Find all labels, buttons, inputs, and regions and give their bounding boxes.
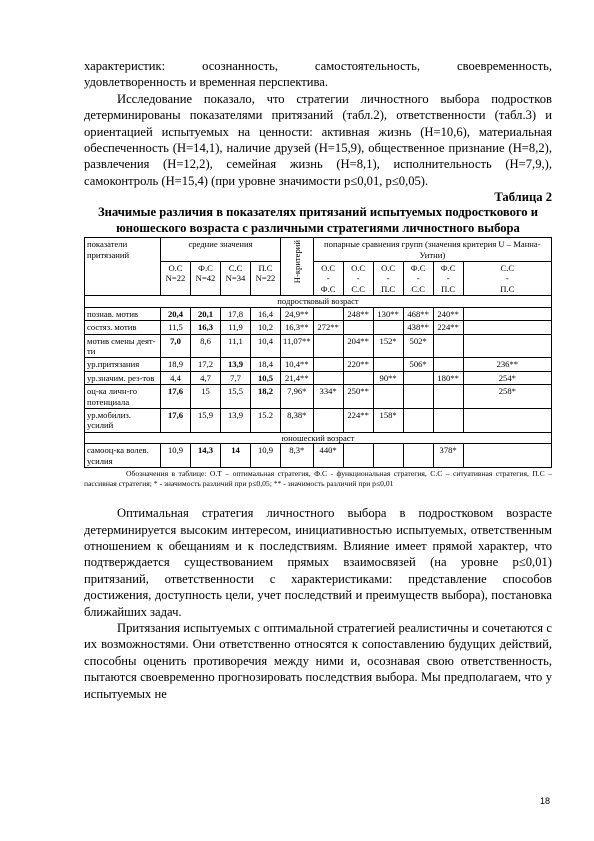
row-label: ур.мобилиз. усилий [85, 408, 161, 432]
u-value [313, 408, 343, 432]
pair-dash: - [386, 273, 390, 284]
header-means: средние значения [161, 238, 281, 262]
header-indicators: показатели притязаний [85, 238, 161, 296]
u-value: 272** [313, 321, 343, 334]
mean-value: 15,5 [221, 385, 251, 409]
mean-value: 20,1 [191, 307, 221, 320]
mean-value: 16,4 [251, 307, 281, 320]
mean-value: 17,2 [191, 358, 221, 371]
mean-value: 17,6 [161, 408, 191, 432]
u-value: 250** [343, 385, 373, 409]
table-row [85, 444, 552, 468]
header-pairwise: попарные сравнения групп (значения критерия U – Манна-Уитни) [313, 238, 551, 262]
pair-b: П.С [500, 283, 515, 294]
row-label: оц-ка личн-го потенциала [85, 385, 161, 409]
pair-b: П.С [381, 283, 396, 294]
h-value: 7,96* [281, 385, 314, 409]
row-label: мотив смены деят-ти [85, 334, 161, 358]
u-value: 378* [433, 444, 463, 468]
group-name: П.С [258, 263, 273, 274]
table-body [85, 296, 552, 468]
pair-header [463, 262, 551, 296]
mean-value: 11,9 [221, 321, 251, 334]
group-n: N=22 [165, 273, 186, 284]
page-number: 18 [540, 796, 551, 806]
table-row [85, 358, 552, 371]
results-table [84, 237, 552, 468]
group-name: Ф.С [198, 263, 213, 274]
u-value: 240** [433, 307, 463, 320]
u-value: 506* [403, 358, 433, 371]
row-label: ур.притязания [85, 358, 161, 371]
mean-value: 15 [191, 385, 221, 409]
h-value: 8,38* [281, 408, 314, 432]
u-value: 224** [343, 408, 373, 432]
u-value [343, 371, 373, 384]
group-header [191, 262, 221, 296]
mean-value: 18,4 [251, 358, 281, 371]
mean-value: 10,4 [251, 334, 281, 358]
u-value [403, 408, 433, 432]
pair-header [373, 262, 403, 296]
u-value: 180** [433, 371, 463, 384]
mean-value: 16,3 [191, 321, 221, 334]
mean-value: 18,9 [161, 358, 191, 371]
group-name: О.С [168, 263, 183, 274]
u-value [433, 385, 463, 409]
table-label: Таблица 2 [494, 190, 552, 205]
u-value [313, 358, 343, 371]
pair-b: С.С [351, 283, 365, 294]
u-value [373, 444, 403, 468]
pair-a: С.С [500, 263, 515, 274]
row-label: познав. мотив [85, 307, 161, 320]
header-criterion-cell [281, 238, 314, 296]
table-row [85, 371, 552, 384]
group-name: С.С [228, 263, 243, 274]
h-value: 11,07** [281, 334, 314, 358]
mean-value: 4,7 [191, 371, 221, 384]
paragraph-top: характеристик: осознанность, самостоятельность, своевременность, удовлетворенность и временная перспектива. [84, 59, 552, 90]
u-value: 152* [373, 334, 403, 358]
u-value: 158* [373, 408, 403, 432]
mean-value: 7,7 [221, 371, 251, 384]
pair-dash: - [416, 273, 420, 284]
paragraph-2: Оптимальная стратегия личностного выбора в подростковом возрасте детерминируется высоким интересом, инициативностью испытуемых, ответственным отношением к обещаниям и к последствиям. Влияние имеет прямой характер, что подтверждается существованием прямых взаимосвязей (на уровне р≤0,01) притязаний, ответственности с характеристиками: представление способов достижения, доступность цели, учет последствий и преимуществ выбора), постановка ближайших задач. [84, 506, 552, 619]
u-value [463, 444, 551, 468]
pair-a: Ф.С [440, 263, 456, 274]
table-row [85, 385, 552, 409]
u-value [313, 334, 343, 358]
page-content [84, 58, 552, 702]
table-title: Значимые различия в показателях притязаний испытуемых подросткового и юношеского возраста с различными стратегиями личностного выбора [98, 205, 538, 235]
mean-value: 17,6 [161, 385, 191, 409]
pair-a: Ф.С [410, 263, 426, 274]
section-row [85, 432, 552, 443]
table-row [85, 334, 552, 358]
pair-dash: - [356, 273, 360, 284]
paragraph-3: Притязания испытуемых с оптимальной стратегией реалистичны и сочетаются с их возможностями. Они ответственно относятся к сопоставлению будущих действий, способны оценить противоречия между ними и, осознавая свою ответственность, пытаются своевременно прогнозировать последствия выбора. Мы предполагаем, что у испытуемых не [84, 621, 552, 701]
group-header [161, 262, 191, 296]
u-value: 254* [463, 371, 551, 384]
mean-value: 10,9 [161, 444, 191, 468]
pair-header [403, 262, 433, 296]
table-row [85, 321, 552, 334]
mean-value: 13,9 [221, 408, 251, 432]
u-value [433, 358, 463, 371]
section-label: подростковый возраст [85, 296, 552, 307]
u-value: 204** [343, 334, 373, 358]
paragraph-1: Исследование показало, что стратегии личностного выбора подростков детерминированы показателями притязаний (табл.2), ответственности (табл.3) и ориентацией испытуемых на ценности: активная жизнь (Н=10,6), материальная обеспеченность (Н=14,1), наличие друзей (Н=15,9), общественное признание (Н=8,2), развлечения (Н=12,2), семейная жизнь (Н=8,1), исполнительность (Н=7,9,), самоконтроль (Н=15,4) (при уровне значимости р≤0,01, р≤0,05). [84, 91, 552, 188]
u-value [463, 334, 551, 358]
u-value: 236** [463, 358, 551, 371]
mean-value: 8,6 [191, 334, 221, 358]
u-value [403, 444, 433, 468]
mean-value: 15,9 [191, 408, 221, 432]
h-value: 16,3** [281, 321, 314, 334]
pair-b: Ф.С [320, 283, 336, 294]
pair-header [343, 262, 373, 296]
u-value: 502* [403, 334, 433, 358]
mean-value: 10,2 [251, 321, 281, 334]
u-value: 468** [403, 307, 433, 320]
h-value: 10,4** [281, 358, 314, 371]
u-value: 224** [433, 321, 463, 334]
header-criterion: Н-критерий [291, 240, 302, 284]
pair-a: О.С [351, 263, 366, 274]
pair-a: О.С [321, 263, 336, 274]
u-value [433, 408, 463, 432]
u-value: 334* [313, 385, 343, 409]
u-value [463, 307, 551, 320]
pair-dash: - [326, 273, 330, 284]
table-row [85, 307, 552, 320]
mean-value: 14 [221, 444, 251, 468]
h-value: 24,9** [281, 307, 314, 320]
u-value [343, 321, 373, 334]
mean-value: 10,5 [251, 371, 281, 384]
h-value: 8,3* [281, 444, 314, 468]
u-value [403, 385, 433, 409]
group-header [251, 262, 281, 296]
u-value [313, 371, 343, 384]
u-value: 220** [343, 358, 373, 371]
pair-a: О.С [381, 263, 396, 274]
mean-value: 10,9 [251, 444, 281, 468]
pair-dash: - [505, 273, 509, 284]
u-value [433, 334, 463, 358]
section-label: юношеский возраст [85, 432, 552, 443]
u-value [373, 358, 403, 371]
u-value: 438** [403, 321, 433, 334]
pair-b: П.С [441, 283, 456, 294]
mean-value: 20,4 [161, 307, 191, 320]
u-value: 258* [463, 385, 551, 409]
u-value [373, 321, 403, 334]
pair-header [433, 262, 463, 296]
mean-value: 13,9 [221, 358, 251, 371]
u-value: 90** [373, 371, 403, 384]
mean-value: 11,1 [221, 334, 251, 358]
table-row [85, 408, 552, 432]
table-note: Обозначения в таблице: О.Т – оптимальная стратегия, Ф.С - функциональная стратегия, С.С – ситуативная стратегия, П.С – пассивная стратегия; * - значимость различий при р≤0,05; ** - значимость различий при р≤0,01 [84, 468, 552, 488]
h-value: 21,4** [281, 371, 314, 384]
u-value [403, 371, 433, 384]
mean-value: 7,0 [161, 334, 191, 358]
mean-value: 4,4 [161, 371, 191, 384]
u-value: 440* [313, 444, 343, 468]
group-header [221, 262, 251, 296]
group-n: N=34 [225, 273, 246, 284]
u-value [463, 408, 551, 432]
pair-b: С.С [411, 283, 425, 294]
u-value: 130** [373, 307, 403, 320]
group-n: N=42 [195, 273, 216, 284]
row-label: самооц-ка волев. усилия [85, 444, 161, 468]
section-row [85, 296, 552, 307]
row-label: состяз. мотив [85, 321, 161, 334]
u-value [313, 307, 343, 320]
pair-header [313, 262, 343, 296]
mean-value: 15.2 [251, 408, 281, 432]
mean-value: 14,3 [191, 444, 221, 468]
u-value [373, 385, 403, 409]
mean-value: 17,8 [221, 307, 251, 320]
group-n: N=22 [255, 273, 276, 284]
mean-value: 11,5 [161, 321, 191, 334]
pair-dash: - [446, 273, 450, 284]
u-value [343, 444, 373, 468]
mean-value: 18,2 [251, 385, 281, 409]
u-value: 248** [343, 307, 373, 320]
row-label: ур.значим. рез-тов [85, 371, 161, 384]
u-value [463, 321, 551, 334]
